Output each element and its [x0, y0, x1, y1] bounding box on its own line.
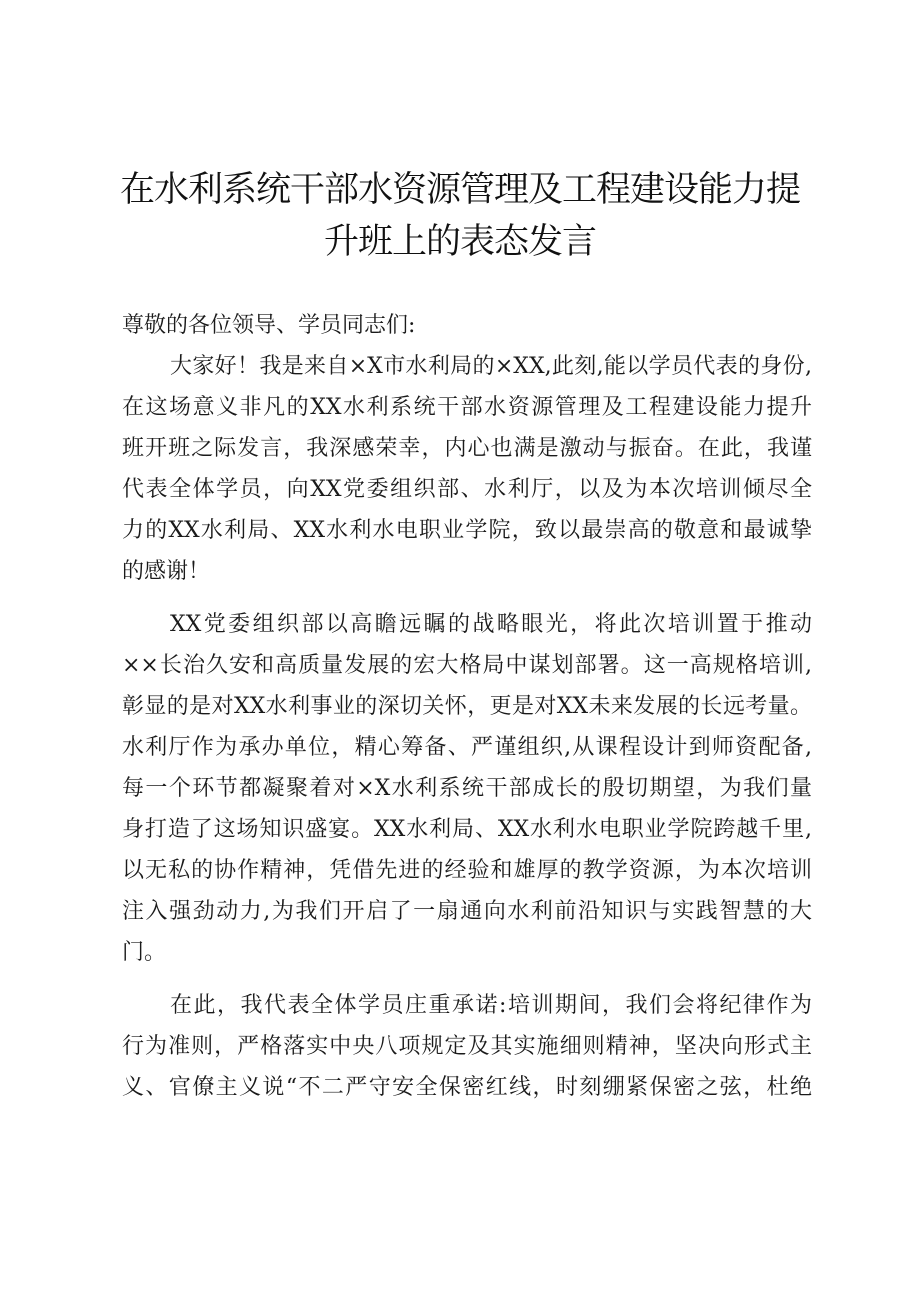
document-title: [120, 164, 800, 268]
paragraph-line: 门。: [122, 940, 167, 965]
paragraph-1: [122, 346, 812, 592]
paragraph-spacer: [122, 973, 812, 985]
paragraph-line: 力的XX水利局、XX水利水电职业学院，致以最崇高的敬意和最诚挚: [122, 518, 812, 543]
paragraph-spacer: [122, 592, 812, 604]
paragraph-line: 行为准则，严格落实中央八项规定及其实施细则精神，坚决向形式主: [122, 1034, 812, 1059]
paragraph-line: 大家好！我是来自×X市水利局的×XX,此刻,能以学员代表的身份,: [170, 354, 812, 379]
paragraph-line: 水利厅作为承办单位，精心筹备、严谨组织,从课程设计到师资配备,: [122, 735, 812, 760]
title-line-1: 在水利系统干部水资源管理及工程建设能力提: [120, 170, 801, 210]
paragraph-line: 代表全体学员，向XX党委组织部、水利厅，以及为本次培训倾尽全: [122, 477, 812, 502]
salutation: 尊敬的各位领导、学员同志们:: [122, 313, 416, 338]
paragraph-line: 每一个环节都凝聚着对×X水利系统干部成长的殷切期望，为我们量: [122, 776, 812, 801]
paragraph-line: 义、官僚主义说“不二严守安全保密红线，时刻绷紧保密之弦，杜绝: [122, 1075, 812, 1100]
paragraph-line: 注入强劲动力,为我们开启了一扇通向水利前沿知识与实践智慧的大: [122, 899, 812, 924]
paragraph-line: 在此，我代表全体学员庄重承诺:培训期间，我们会将纪律作为: [170, 993, 812, 1018]
paragraph-line: XX党委组织部以高瞻远瞩的战略眼光，将此次培训置于推动: [170, 612, 812, 637]
paragraph-line: ××长治久安和高质量发展的宏大格局中谋划部署。这一高规格培训,: [122, 653, 812, 678]
paragraph-line: 身打造了这场知识盛宴。XX水利局、XX水利水电职业学院跨越千里,: [122, 817, 812, 842]
paragraph-line: 以无私的协作精神，凭借先进的经验和雄厚的教学资源，为本次培训: [122, 858, 812, 883]
paragraph-3: [122, 985, 812, 1108]
paragraph-line: 在这场意义非凡的XX水利系统干部水资源管理及工程建设能力提升: [122, 395, 812, 420]
paragraph-line: 的感谢！: [122, 559, 211, 584]
title-line-2: 升班上的表态发言: [323, 222, 596, 262]
paragraph-line: 彰显的是对XX水利事业的深切关怀，更是对XX未来发展的长远考量。: [122, 694, 812, 719]
paragraph-line: 班开班之际发言，我深感荣幸，内心也满是激动与振奋。在此，我谨: [122, 436, 812, 461]
paragraph-2: [122, 604, 812, 973]
document-body: [122, 305, 812, 1108]
